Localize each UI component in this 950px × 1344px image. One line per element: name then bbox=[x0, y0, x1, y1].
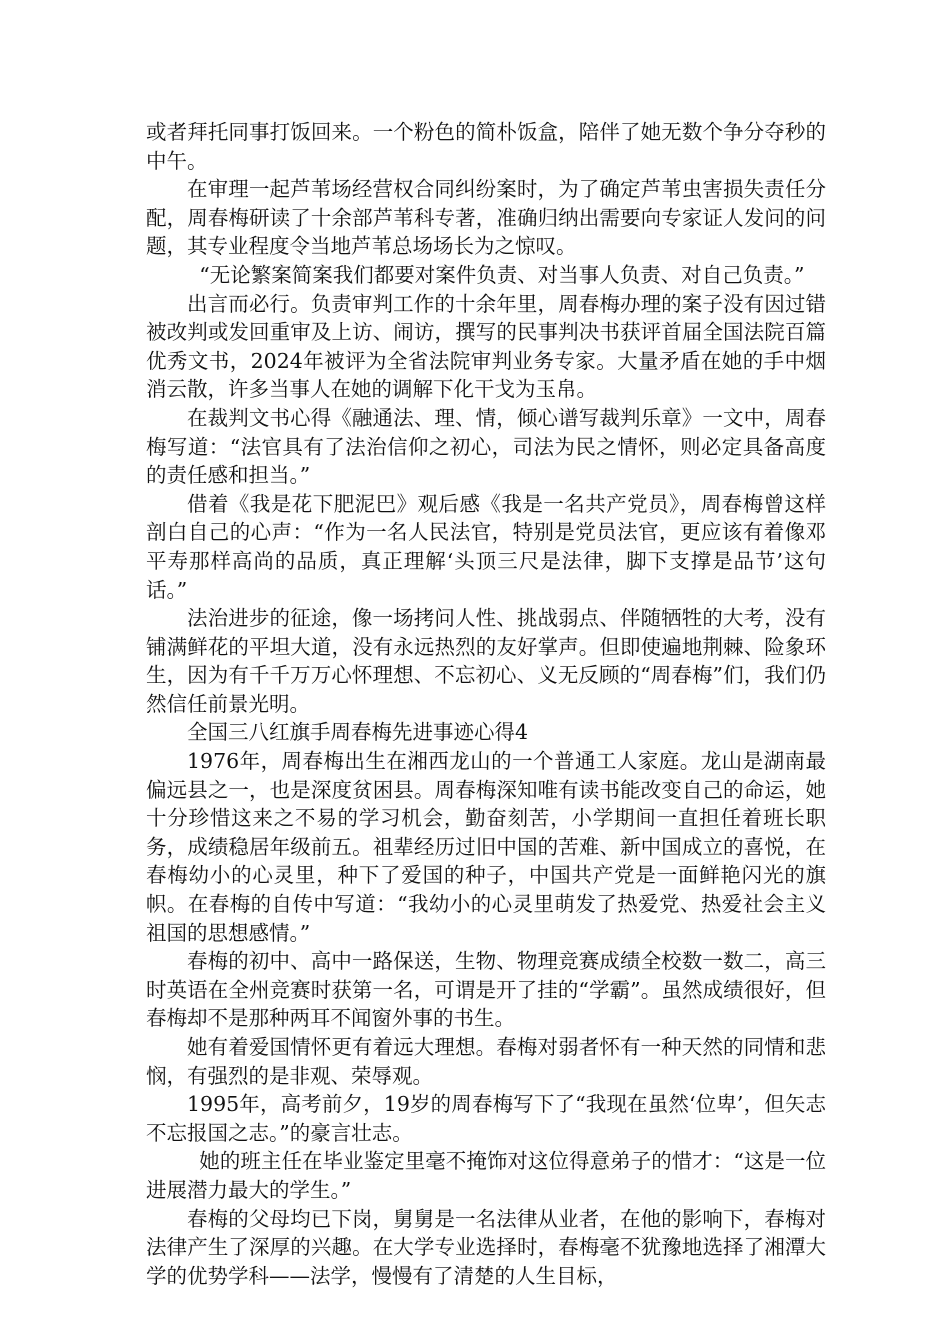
paragraph-3-quote: “无论繁案简案我们都要对案件负责、对当事人负责、对自己负责。” bbox=[199, 262, 805, 287]
paragraph-2: 在审理一起芦苇场经营权合同纠纷案时，为了确定芦苇虫害损失责任分配，周春梅研读了十余部芦苇科专著，准确归纳出需要向专家证人发问的问题，其专业程度令当地芦苇总场场长为之惊叹。 bbox=[146, 177, 826, 259]
paragraph-11: 她有着爱国情怀更有着远大理想。春梅对弱者怀有一种天然的同情和悲悯，有强烈的是非观、荣辱观。 bbox=[146, 1035, 826, 1088]
paragraph-9: 1976年，周春梅出生在湘西龙山的一个普通工人家庭。龙山是湖南最偏远县之一，也是深度贫困县。周春梅深知唯有读书能改变自己的命运，她十分珍惜这来之不易的学习机会，勤奋刻苦，小学期间一直担任着班长职务，成绩稳居年级前五。祖辈经历过旧中国的苦难、新中国成立的喜悦，在春梅幼小的心灵里，种下了爱国的种子，中国共产党是一面鲜艳闪光的旗帜。在春梅的自传中写道：“我幼小的心灵里萌发了热爱党、热爱社会主义祖国的思想感情。” bbox=[146, 749, 826, 945]
paragraph-10: 春梅的初中、高中一路保送，生物、物理竞赛成绩全校数一数二，高三时英语在全州竞赛时获第一名，可谓是开了挂的“学霸”。虽然成绩很好，但春梅却不是那种两耳不闻窗外事的书生。 bbox=[146, 949, 826, 1031]
paragraph-1: 或者拜托同事打饭回来。一个粉色的简朴饭盒，陪伴了她无数个争分夺秒的中午。 bbox=[146, 120, 826, 173]
paragraph-13: 她的班主任在毕业鉴定里毫不掩饰对这位得意弟子的惜才：“这是一位进展潜力最大的学生。” bbox=[146, 1149, 826, 1202]
section-heading: 全国三八红旗手周春梅先进事迹心得4 bbox=[187, 720, 529, 745]
paragraph-6: 借着《我是花下肥泥巴》观后感《我是一名共产党员》，周春梅曾这样剖白自己的心声：“作为一名人民法官，特别是党员法官，更应该有着像邓平寿那样高尚的品质，真正理解‘头顶三尺是法律，脚下支撑是品节’这句话。” bbox=[146, 491, 826, 602]
paragraph-12: 1995年，高考前夕，19岁的周春梅写下了“我现在虽然‘位卑’，但矢志不忘报国之志。”的豪言壮志。 bbox=[146, 1092, 826, 1145]
document-page bbox=[146, 118, 826, 1290]
paragraph-14: 春梅的父母均已下岗，舅舅是一名法律从业者，在他的影响下，春梅对法律产生了深厚的兴趣。在大学专业选择时，春梅毫不犹豫地选择了湘潭大学的优势学科——法学，慢慢有了清楚的人生目标， bbox=[146, 1206, 826, 1288]
paragraph-4: 出言而必行。负责审判工作的十余年里，周春梅办理的案子没有因过错被改判或发回重审及上访、闹访，撰写的民事判决书获评首届全国法院百篇优秀文书，2024年被评为全省法院审判业务专家。大量矛盾在她的手中烟消云散，许多当事人在她的调解下化干戈为玉帛。 bbox=[146, 291, 826, 402]
paragraph-5: 在裁判文书心得《融通法、理、情，倾心谱写裁判乐章》一文中，周春梅写道：“法官具有了法治信仰之初心，司法为民之情怀，则必定具备高度的责任感和担当。” bbox=[146, 405, 826, 488]
paragraph-7: 法治进步的征途，像一场拷问人性、挑战弱点、伴随牺牲的大考，没有铺满鲜花的平坦大道，没有永远热烈的友好掌声。但即使遍地荆棘、险象环生，因为有千千万万心怀理想、不忘初心、义无反顾的“周春梅”们，我们仍然信任前景光明。 bbox=[146, 606, 826, 716]
